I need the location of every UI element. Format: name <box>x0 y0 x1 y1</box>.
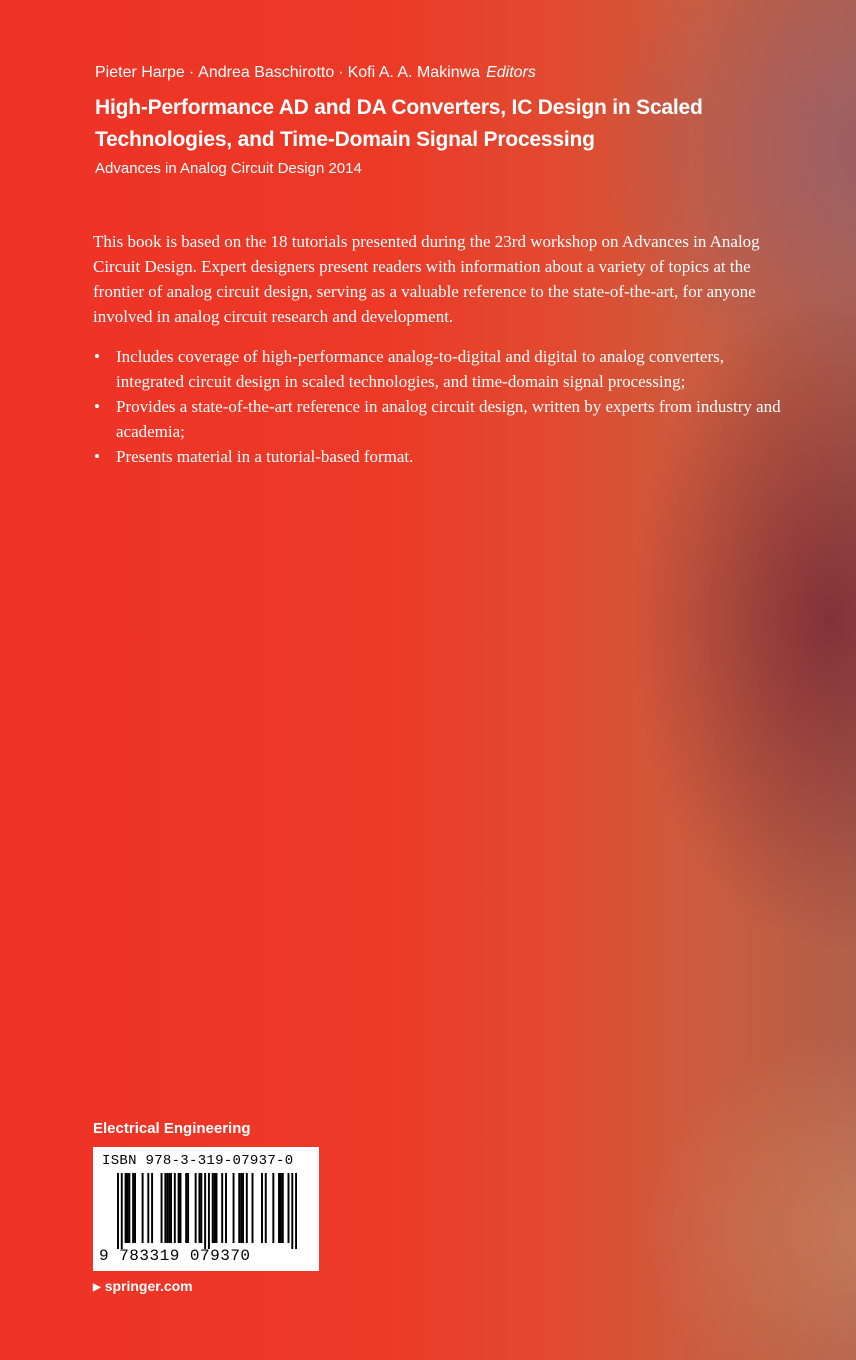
barcode-bar <box>225 1173 227 1243</box>
barcode-bar <box>265 1173 267 1243</box>
feature-text: Presents material in a tutorial-based format. <box>116 447 414 466</box>
feature-list <box>93 344 783 469</box>
play-arrow-icon: ▶ <box>93 1282 101 1293</box>
barcode-bar <box>246 1173 248 1243</box>
barcode-bar <box>240 1173 242 1243</box>
barcode-bar <box>161 1173 163 1243</box>
feature-text: Includes coverage of high-performance analog-to-digital and digital to analog converters, integrated circuit design in scaled technologies, and time-domain signal processing; <box>116 347 724 391</box>
barcode-bars <box>117 1173 297 1249</box>
isbn-label: ISBN 978-3-319-07937-0 <box>102 1153 294 1169</box>
barcode-bar <box>278 1173 280 1243</box>
barcode-bar <box>142 1173 144 1243</box>
barcode-digits: 9 783319 079370 <box>99 1247 251 1265</box>
barcode-bar <box>216 1173 218 1243</box>
bullet-icon: • <box>94 447 100 466</box>
website-text: springer.com <box>104 1278 193 1294</box>
barcode-bar <box>204 1173 206 1249</box>
editor-name: Pieter Harpe <box>95 64 185 81</box>
bullet-icon: • <box>94 347 100 366</box>
barcode-bar <box>291 1173 293 1249</box>
barcode-bar <box>261 1173 263 1243</box>
barcode-bar <box>288 1173 290 1243</box>
bullet-icon: • <box>94 397 100 416</box>
isbn-barcode <box>93 1147 319 1271</box>
barcode-bar <box>242 1173 244 1243</box>
feature-text: Provides a state-of-the-art reference in analog circuit design, written by experts from industry and academia; <box>116 397 781 441</box>
book-title <box>95 92 735 156</box>
barcode-bar <box>180 1173 182 1243</box>
barcode-bar <box>178 1173 180 1243</box>
book-title-line: Technologies, and Time-Domain Signal Processing <box>95 128 595 151</box>
barcode-bar <box>125 1173 127 1243</box>
barcode-bar <box>128 1173 130 1243</box>
barcode-bar <box>126 1173 128 1243</box>
barcode-bar <box>170 1173 172 1243</box>
barcode-bar <box>200 1173 202 1243</box>
barcode-bar <box>195 1173 197 1243</box>
barcode-bar <box>121 1173 123 1249</box>
barcode-bar <box>282 1173 284 1243</box>
barcode-bar <box>166 1173 168 1243</box>
feature-list-item <box>93 344 783 394</box>
barcode-bar <box>212 1173 214 1243</box>
barcode-bar <box>185 1173 187 1243</box>
barcode-bar <box>252 1173 254 1243</box>
barcode-bar <box>238 1173 240 1243</box>
barcode-bar <box>117 1173 119 1249</box>
barcode-bar <box>187 1173 189 1243</box>
barcode-bar <box>174 1173 176 1243</box>
publisher-website <box>93 1276 193 1298</box>
book-description: This book is based on the 18 tutorials presented during the 23rd workshop on Advances in Analog Circuit Design. Expert designers present readers with information about a variety of topics at the frontier of analog circuit design, serving as a valuable reference to the state-of-the-art, for anyone involved in analog circuit research and development. <box>93 232 760 326</box>
barcode-bar <box>221 1173 223 1243</box>
subject-category: Electrical Engineering <box>93 1120 251 1137</box>
barcode-bar <box>280 1173 282 1243</box>
barcode-bar <box>147 1173 149 1243</box>
barcode-bar <box>164 1173 166 1243</box>
book-title-line: High-Performance AD and DA Converters, IC Design in Scaled <box>95 96 703 119</box>
feature-list-item <box>93 394 783 444</box>
barcode-bar <box>208 1173 210 1249</box>
book-description-block <box>93 229 783 469</box>
barcode-bar <box>134 1173 136 1243</box>
barcode-bar <box>132 1173 134 1243</box>
editor-separator: · <box>338 64 344 81</box>
editor-name: Andrea Baschirotto <box>198 64 335 81</box>
feature-list-item <box>93 444 783 469</box>
barcode-bar <box>214 1173 216 1243</box>
editor-separator: · <box>188 64 195 81</box>
barcode-bar <box>198 1173 200 1243</box>
editors-line <box>95 62 795 84</box>
editors-role: Editors <box>486 64 536 81</box>
barcode-bar <box>295 1173 297 1249</box>
editor-name: Kofi A. A. Makinwa <box>347 64 481 81</box>
barcode-bar <box>233 1173 235 1243</box>
barcode-bar <box>168 1173 170 1243</box>
barcode-bar <box>151 1173 153 1243</box>
book-subtitle: Advances in Analog Circuit Design 2014 <box>95 160 362 177</box>
barcode-bar <box>272 1173 274 1243</box>
